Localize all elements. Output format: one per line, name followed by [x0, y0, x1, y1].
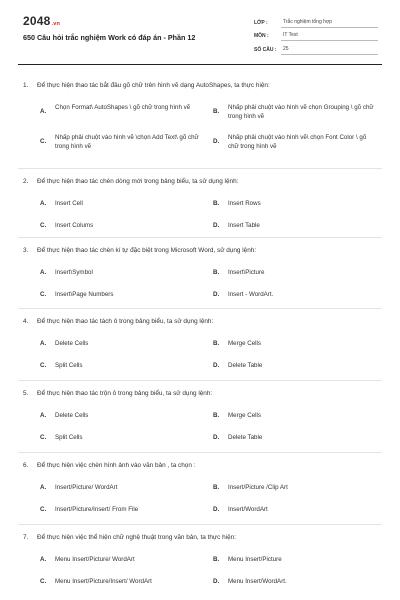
- answer-option-a[interactable]: [40, 199, 205, 208]
- question-divider: [18, 524, 382, 525]
- question-prompt: Để thực hiện thao tác bắt đầu gõ chữ trên hình vẽ dạng AutoShapes, ta thực hiện:: [37, 82, 270, 89]
- answer-option-b[interactable]: [213, 555, 378, 564]
- question-number: 1.: [23, 82, 29, 89]
- header-divider: [18, 64, 382, 65]
- question-prompt: Để thực hiện thao tác tách ô trong bảng biểu, ta sử dụng lệnh:: [37, 318, 214, 325]
- option-letter: A.: [40, 269, 47, 276]
- option-text: Insert/Picture/ WordArt: [55, 484, 118, 491]
- question-text: [23, 247, 256, 254]
- meta-label: LỚP :: [254, 19, 268, 26]
- answer-option-c[interactable]: [40, 433, 205, 442]
- answer-option-a[interactable]: [40, 555, 205, 564]
- logo-text: 2048: [23, 14, 51, 28]
- answer-option-c[interactable]: [40, 221, 205, 230]
- option-text: Split Cells: [55, 362, 83, 369]
- option-letter: A.: [40, 484, 47, 491]
- answer-option-b[interactable]: [213, 199, 378, 208]
- option-letter: D.: [213, 434, 220, 441]
- option-letter: C.: [40, 291, 47, 298]
- meta-label: MÔN :: [254, 33, 269, 39]
- question-text: [23, 178, 238, 185]
- option-letter: C.: [40, 222, 47, 229]
- answer-option-d[interactable]: [213, 361, 378, 370]
- answer-option-a[interactable]: [40, 103, 205, 121]
- option-letter: A.: [40, 556, 47, 563]
- question-divider: [18, 452, 382, 453]
- option-text: Insert\Symbol: [55, 269, 93, 276]
- option-text: Delete Table: [228, 362, 263, 369]
- option-letter: C.: [40, 362, 47, 369]
- answer-option-a[interactable]: [40, 268, 205, 277]
- option-letter: B.: [213, 108, 220, 115]
- question-number: 7.: [23, 534, 29, 541]
- option-letter: D.: [213, 506, 220, 513]
- site-logo[interactable]: [23, 14, 60, 28]
- question-divider: [18, 237, 382, 238]
- question-text: [23, 82, 270, 89]
- option-text: Insert Table: [228, 222, 260, 229]
- option-letter: D.: [213, 138, 220, 145]
- option-letter: B.: [213, 200, 220, 207]
- answer-option-c[interactable]: [40, 133, 205, 151]
- answer-option-d[interactable]: [213, 577, 378, 586]
- answer-option-b[interactable]: [213, 268, 378, 277]
- answer-option-c[interactable]: [40, 577, 205, 586]
- option-letter: D.: [213, 291, 220, 298]
- question-number: 4.: [23, 318, 29, 325]
- question-divider: [18, 380, 382, 381]
- option-letter: D.: [213, 578, 220, 585]
- question-text: [23, 534, 236, 541]
- option-letter: C.: [40, 578, 47, 585]
- answer-option-b[interactable]: [213, 339, 378, 348]
- option-text: Menu Insert/Picture/Insert/ WordArt: [55, 578, 152, 585]
- meta-value: Trắc nghiệm tổng hợp: [281, 19, 378, 28]
- option-text: Nhấp phải chuột vào hình vẽ \chọn Add Text\ gõ chữ trong hình vẽ: [55, 134, 199, 150]
- option-letter: C.: [40, 138, 47, 145]
- option-letter: B.: [213, 269, 220, 276]
- question-prompt: Để thực hiện thao tác chèn kí tự đặc biệt trong Microsoft Word, sử dụng lệnh:: [37, 247, 257, 254]
- answer-option-a[interactable]: [40, 483, 205, 492]
- option-letter: B.: [213, 412, 220, 419]
- answer-option-b[interactable]: [213, 483, 378, 492]
- option-text: Delete Table: [228, 434, 263, 441]
- option-text: Insert/Picture/Insert/ From File: [55, 506, 139, 513]
- option-letter: B.: [213, 556, 220, 563]
- answer-option-b[interactable]: [213, 411, 378, 420]
- question-prompt: Để thực hiện thao tác trộn ô trong bảng biểu, ta sử dụng lệnh:: [37, 390, 213, 397]
- question-text: [23, 318, 213, 325]
- answer-option-d[interactable]: [213, 433, 378, 442]
- answer-option-c[interactable]: [40, 505, 205, 514]
- question-prompt: Để thực hiện việc thể hiện chữ nghệ thuật trong văn bản, ta thực hiện:: [37, 534, 236, 541]
- option-text: Delete Cells: [55, 412, 89, 419]
- option-letter: B.: [213, 340, 220, 347]
- meta-value: 25: [281, 46, 378, 55]
- option-text: Merge Cells: [228, 340, 262, 347]
- answer-option-d[interactable]: [213, 133, 378, 151]
- option-text: Menu Insert/WordArt.: [228, 578, 287, 585]
- option-text: Menu Insert/Picture/ WordArt: [55, 556, 135, 563]
- question-number: 2.: [23, 178, 29, 185]
- question-text: [23, 462, 195, 469]
- option-text: Insert - WordArt.: [228, 291, 274, 298]
- option-text: Chọn Format\ AutoShapes \ gõ chữ trong hình vẽ: [55, 104, 191, 111]
- option-letter: D.: [213, 222, 220, 229]
- option-text: Menu Insert/Picture: [228, 556, 282, 563]
- answer-option-a[interactable]: [40, 411, 205, 420]
- answer-option-c[interactable]: [40, 290, 205, 299]
- question-number: 6.: [23, 462, 29, 469]
- question-prompt: Để thực hiện việc chèn hình ảnh vào văn bản , ta chọn :: [37, 462, 196, 469]
- answer-option-c[interactable]: [40, 361, 205, 370]
- logo-tld: .vn: [51, 21, 61, 27]
- option-text: Merge Cells: [228, 412, 262, 419]
- document-title: 650 Câu hỏi trắc nghiệm Work có đáp án - Phần 12: [23, 33, 196, 42]
- meta-row-subject: [254, 28, 378, 42]
- option-text: Delete Cells: [55, 340, 89, 347]
- question-number: 5.: [23, 390, 29, 397]
- option-letter: A.: [40, 200, 47, 207]
- option-text: Insert/Picture /Clip Art: [228, 484, 288, 491]
- option-text: Insert Cell: [55, 200, 83, 207]
- meta-label: SỐ CÂU :: [254, 46, 277, 53]
- option-letter: C.: [40, 434, 47, 441]
- meta-info: [254, 14, 378, 55]
- meta-row-class: [254, 14, 378, 28]
- question-prompt: Để thực hiện thao tác chèn dòng mới trong bảng biểu, ta sử dụng lệnh:: [37, 178, 239, 185]
- answer-option-b[interactable]: [213, 103, 378, 121]
- option-text: Insert Colums: [55, 222, 94, 229]
- option-letter: B.: [213, 484, 220, 491]
- option-text: Nhấp phải chuột vào hình vẽ\ chọn Font Color \ gõ chữ trong hình vẽ: [228, 134, 367, 150]
- option-letter: D.: [213, 362, 220, 369]
- option-text: Insert/WordArt: [228, 506, 268, 513]
- option-text: Nhấp phải chuột vào hình vẽ chọn Grouping \ gõ chữ trong hình vẽ: [228, 104, 374, 120]
- option-text: Insert Rows: [228, 200, 261, 207]
- option-letter: A.: [40, 108, 47, 115]
- option-text: Insert\Picture: [228, 269, 265, 276]
- question-number: 3.: [23, 247, 29, 254]
- question-divider: [18, 168, 382, 169]
- option-letter: C.: [40, 506, 47, 513]
- option-text: Insert\Page Numbers: [55, 291, 114, 298]
- option-letter: A.: [40, 412, 47, 419]
- option-letter: A.: [40, 340, 47, 347]
- question-divider: [18, 308, 382, 309]
- meta-row-count: [254, 41, 378, 55]
- answer-option-a[interactable]: [40, 339, 205, 348]
- answer-option-d[interactable]: [213, 290, 378, 299]
- question-text: [23, 390, 212, 397]
- meta-value: IT Test: [281, 32, 378, 41]
- option-text: Split Cells: [55, 434, 83, 441]
- answer-option-d[interactable]: [213, 505, 378, 514]
- document-header: [0, 0, 400, 66]
- answer-option-d[interactable]: [213, 221, 378, 230]
